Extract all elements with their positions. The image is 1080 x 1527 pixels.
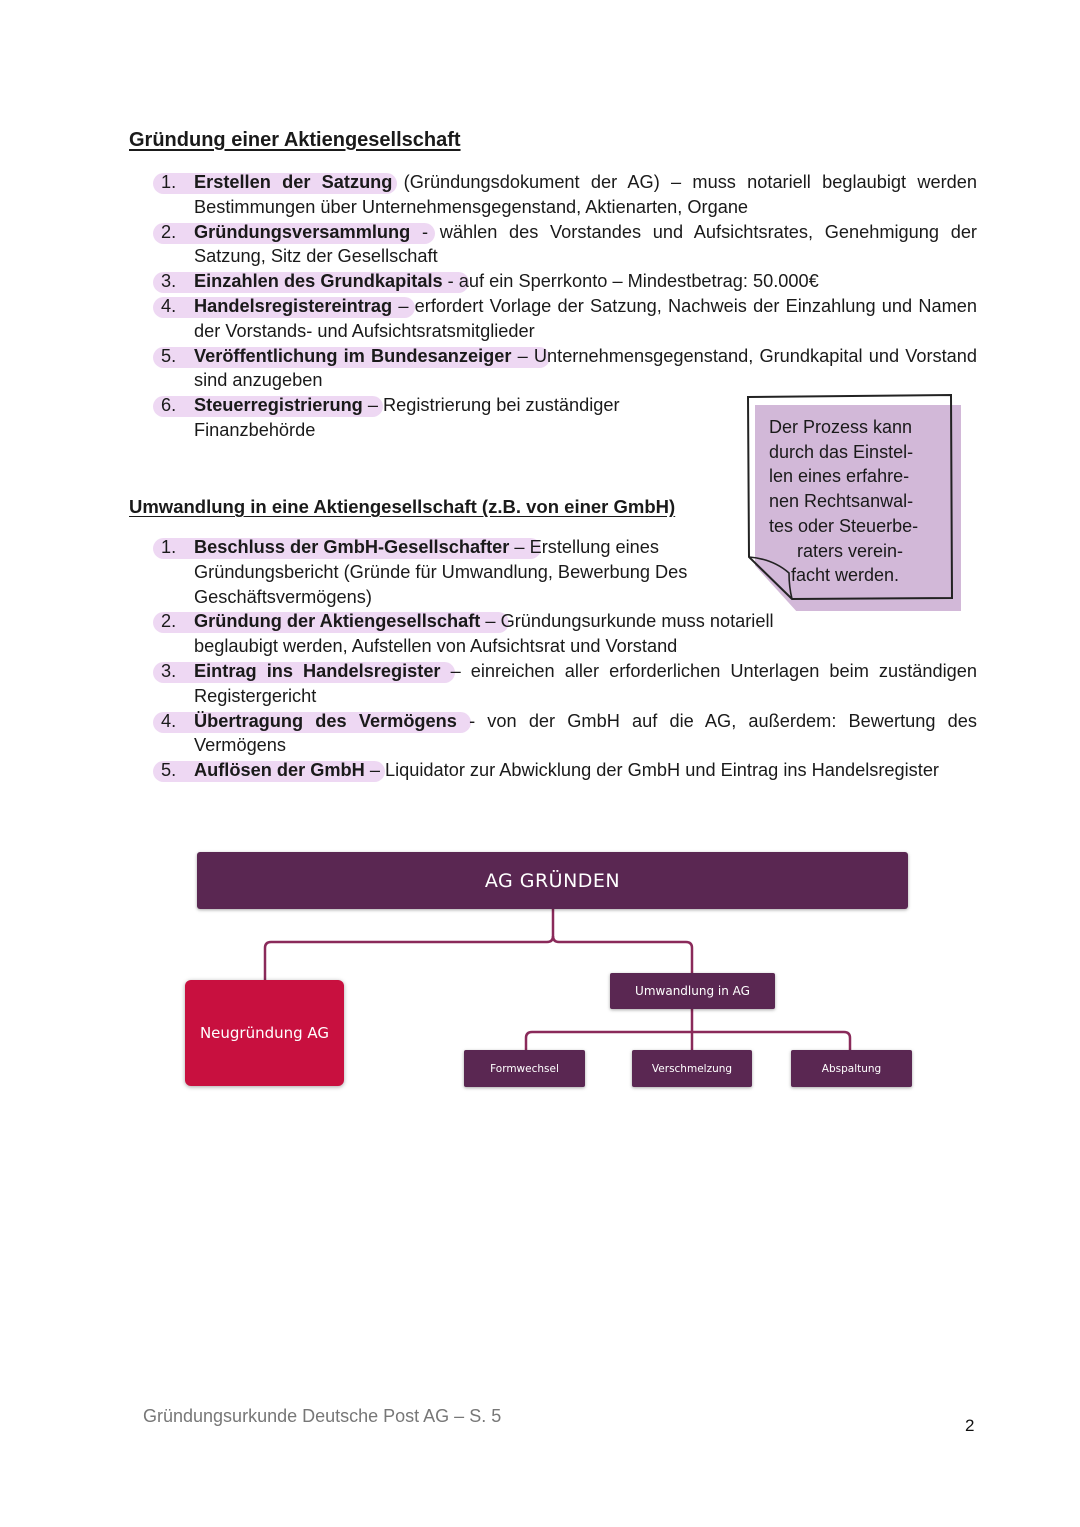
neugruendung-box: Neugründung AG [185, 980, 344, 1086]
umwandlung-box: Umwandlung in AG [610, 973, 775, 1009]
ag-gruenden-box: AG GRÜNDEN [197, 852, 908, 909]
item-desc: – Liquidator zur Abwicklung der GmbH und Eintrag ins Handelsregister [364, 760, 939, 781]
item-desc: - auf ein Sperrkonto – Mindestbetrag: 50.000€ [442, 271, 819, 292]
item-desc: – Erstellung eines Gründungsbericht (Gründe für Umwandlung, Bewerbung Des Geschäftsvermögens) [194, 537, 688, 607]
item-term: Handelsregistereintrag [194, 295, 393, 316]
list-item: 1. Erstellen der Satzung (Gründungsdokument der AG) – muss notariell beglaubigt werden Bestimmungen über Unternehmensgegenstand, Aktienarten, Organe [157, 170, 977, 220]
item-desc: – Registrierung bei zuständiger Finanzbehörde [194, 395, 620, 440]
list-item: 4. Übertragung des Vermögens - von der GmbH auf die AG, außerdem: Bewertung des Vermögens [157, 709, 977, 759]
item-term: Übertragung des Vermögens [194, 710, 457, 731]
list-item: 2. Gründung der Aktiengesellschaft – Gründungsurkunde muss notariell beglaubigt werden, Aufstellen von Aufsichtsrat und Vorstand [157, 609, 834, 659]
source-footnote: Gründungsurkunde Deutsche Post AG – S. 5 [143, 1406, 502, 1426]
section2-list [157, 535, 977, 783]
item-term: Veröffentlichung im Bundesanzeiger [194, 345, 512, 366]
list-item: 5. Veröffentlichung im Bundesanzeiger – Unternehmensgegenstand, Grundkapital und Vorstand sind anzugeben [157, 344, 977, 394]
abspaltung-box: Abspaltung [791, 1050, 912, 1087]
item-desc: – Unternehmensgegenstand, Grundkapital und Vorstand sind anzugeben [194, 345, 977, 391]
formwechsel-box: Formwechsel [464, 1050, 585, 1087]
item-term: Steuerregistrierung [194, 395, 363, 416]
item-desc: (Gründungsdokument der AG) – muss notariell beglaubigt werden Bestimmungen über Unternehmensgegenstand, Aktienarten, Organe [194, 172, 977, 217]
item-desc: – Gründungsurkunde muss notariell beglaubigt werden, Aufstellen von Aufsichtsrat und Vorstand [194, 611, 774, 657]
verschmelzung-box: Verschmelzung [632, 1050, 752, 1087]
page-number: 2 [965, 1416, 975, 1435]
list-item: 1. Beschluss der GmbH-Gesellschafter – Erstellung eines Gründungsbericht (Gründe für Umwandlung, Bewerbung Des Geschäftsvermögens) [157, 535, 744, 609]
item-term: Auflösen der GmbH [194, 760, 365, 781]
item-desc: – einreichen aller erforderlichen Unterlagen beim zuständigen Registergericht [194, 660, 977, 706]
list-item: 5. Auflösen der GmbH – Liquidator zur Abwicklung der GmbH und Eintrag ins Handelsregister [157, 758, 977, 783]
section1-title: Gründung einer Aktiengesellschaft [129, 129, 461, 151]
item-term: Einzahlen des Grundkapitals [194, 271, 443, 292]
item-term: Beschluss der GmbH-Gesellschafter [194, 537, 510, 557]
item-term: Gründungsversammlung [194, 221, 411, 242]
list-item: 2. Gründungsversammlung - wählen des Vorstandes und Aufsichtsrates, Genehmigung der Satzung, Sitz der Gesellschaft [157, 220, 977, 270]
item-desc: - von der GmbH auf die AG, außerdem: Bewertung des Vermögens [194, 710, 978, 756]
note-text: Der Prozess kann durch das Einstel- len eines erfahre- nen Rechtsanwal- tes oder Steuerbe- raters verein- facht werden. [769, 417, 919, 586]
item-term: Gründung der Aktiengesellschaft [194, 611, 481, 632]
section2-title: Umwandlung in eine Aktiengesellschaft (z.B. von einer GmbH) [129, 496, 676, 517]
list-item: 6. Steuerregistrierung – Registrierung bei zuständiger Finanzbehörde [157, 393, 664, 443]
item-desc: – erfordert Vorlage der Satzung, Nachweis der Einzahlung und Namen der Vorstands- und Aufsichtsratsmitglieder [194, 295, 977, 341]
item-term: Erstellen der Satzung [194, 172, 393, 192]
item-desc: - wählen des Vorstandes und Aufsichtsrates, Genehmigung der Satzung, Sitz der Gesellschaft [194, 221, 977, 267]
list-item: 3. Einzahlen des Grundkapitals - auf ein Sperrkonto – Mindestbetrag: 50.000€ [157, 269, 977, 294]
list-item: 3. Eintrag ins Handelsregister – einreichen aller erforderlichen Unterlagen beim zuständigen Registergericht [157, 659, 977, 709]
list-item: 4. Handelsregistereintrag – erfordert Vorlage der Satzung, Nachweis der Einzahlung und Namen der Vorstands- und Aufsichtsratsmitglieder [157, 294, 977, 344]
item-term: Eintrag ins Handelsregister [194, 660, 441, 681]
